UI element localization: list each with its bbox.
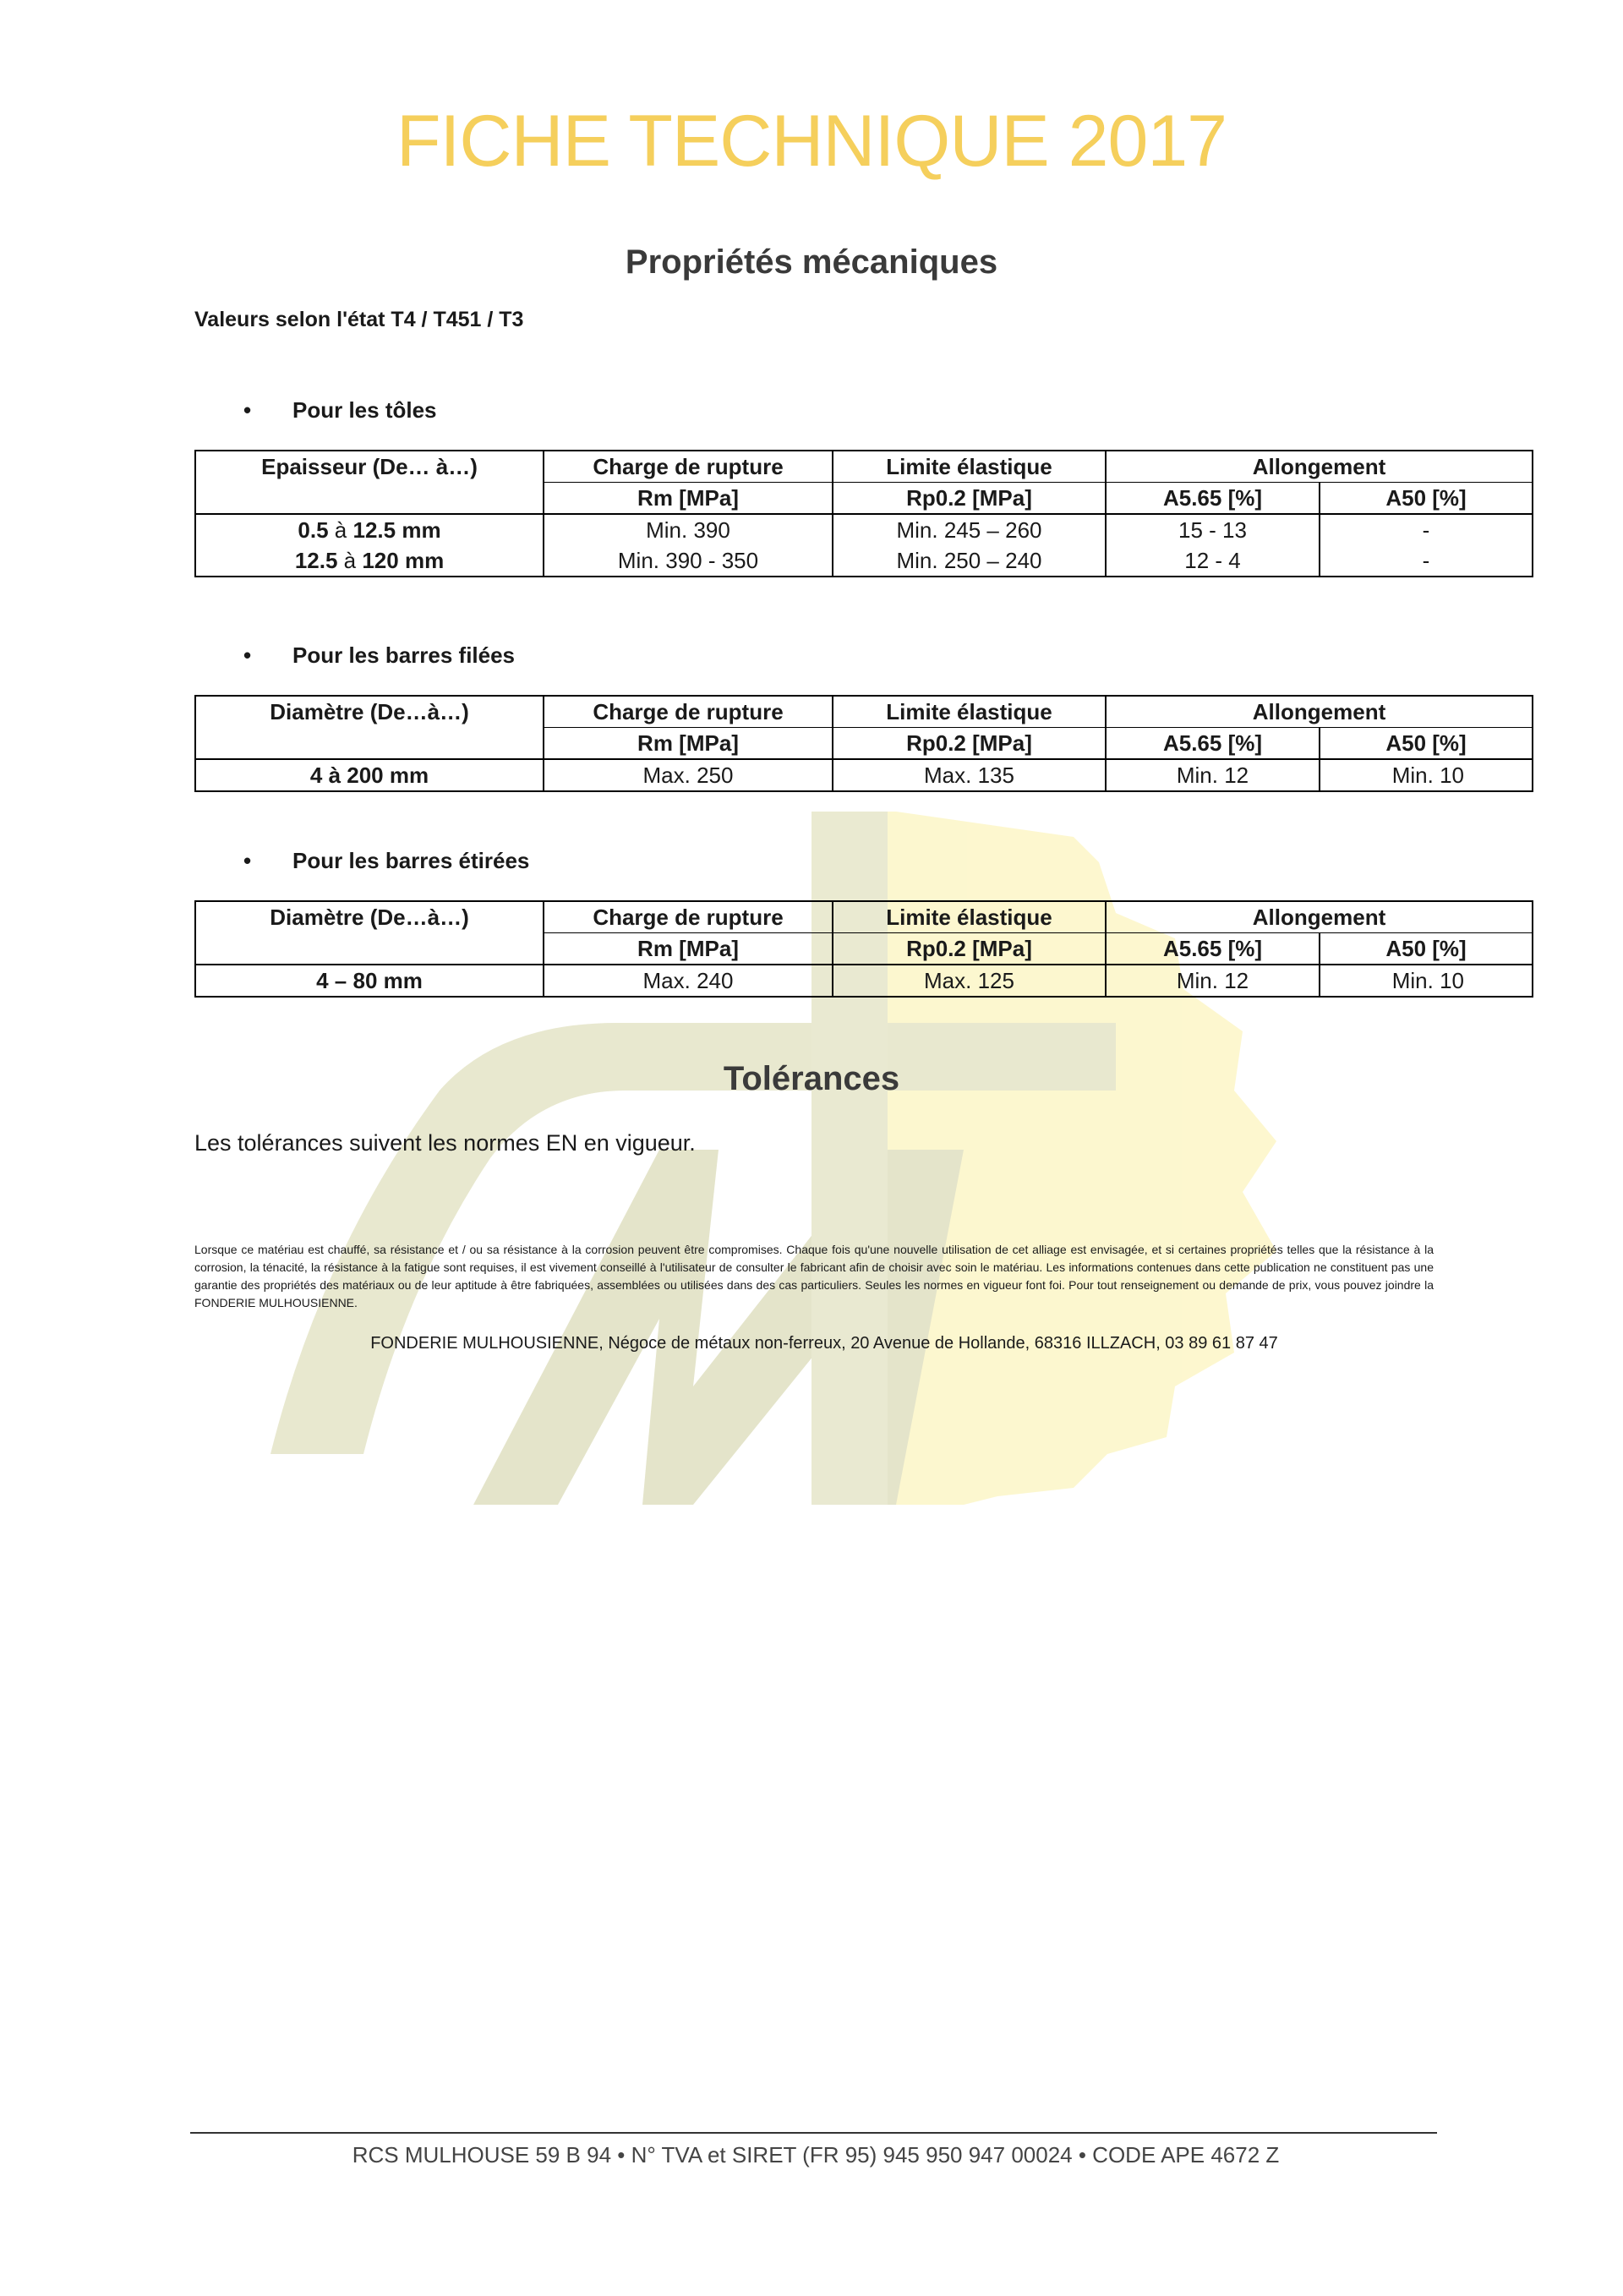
header-rp: Rp0.2 [MPa] <box>833 728 1106 760</box>
cell-a50: Min. 10 <box>1320 965 1533 997</box>
header-a50: A50 [%] <box>1320 933 1533 965</box>
cell-rp: Min. 250 – 240 <box>833 545 1106 577</box>
bullet-label: Pour les barres étirées <box>292 848 530 873</box>
header-a50: A50 [%] <box>1320 728 1533 760</box>
section-title-mechanical: Propriétés mécaniques <box>625 243 998 281</box>
cell-rm: Min. 390 - 350 <box>544 545 833 577</box>
bullet-barres-etirees <box>245 848 529 874</box>
cell-a565: 12 - 4 <box>1106 545 1320 577</box>
cell-rm: Min. 390 <box>544 514 833 545</box>
cell-a50: - <box>1320 545 1533 577</box>
header-limite: Limite élastique <box>833 696 1106 728</box>
header-limite: Limite élastique <box>833 901 1106 933</box>
header-rm: Rm [MPa] <box>544 933 833 965</box>
table-header-row <box>195 901 1533 933</box>
table-row <box>195 514 1533 545</box>
header-limite: Limite élastique <box>833 451 1106 483</box>
cell-dimension: 0.5 à 12.5 mm <box>195 514 544 545</box>
header-rp: Rp0.2 [MPa] <box>833 933 1106 965</box>
cell-a565: Min. 12 <box>1106 759 1320 791</box>
header-charge: Charge de rupture <box>544 696 833 728</box>
disclaimer-text: Lorsque ce matériau est chauffé, sa résistance et / ou sa résistance à la corrosion peuvent être compromises. Chaque fois qu'une nouvelle utilisation de cet alliage est envisagée, et si certaines propriétés telles que la résistance à la corrosion, la ténacité, la résistance à la fatigue sont requises, il est vivement conseillé à l'utilisateur de consulter le fabricant afin de choisir avec soin le matériau. Les informations contenues dans cette publication ne constituent pas une garantie des propriétés des matériaux ou de leur aptitude à être fabriquées, assemblées ou utilisées dans des cas particuliers. Seules les normes en vigueur font foi. Pour tout renseignement ou demande de prix, vous pouvez joindre la FONDERIE MULHOUSIENNE. <box>194 1243 1434 1309</box>
header-charge: Charge de rupture <box>544 451 833 483</box>
cell-rp: Min. 245 – 260 <box>833 514 1106 545</box>
header-dimension: Epaisseur (De… à…) <box>195 451 544 483</box>
table-row <box>195 965 1533 997</box>
table-subheader-row <box>195 483 1533 515</box>
header-empty <box>195 933 544 965</box>
cell-dimension: 4 – 80 mm <box>195 965 544 997</box>
document-title: FICHE TECHNIQUE 2017 <box>396 101 1227 182</box>
table-subheader-row <box>195 933 1533 965</box>
table-header-row <box>195 451 1533 483</box>
header-dimension: Diamètre (De…à…) <box>195 901 544 933</box>
cell-dimension: 4 à 200 mm <box>195 759 544 791</box>
table-row <box>195 759 1533 791</box>
cell-rp: Max. 125 <box>833 965 1106 997</box>
cell-a50: Min. 10 <box>1320 759 1533 791</box>
cell-rm: Max. 250 <box>544 759 833 791</box>
bullet-dot-icon: • <box>243 642 252 668</box>
company-address: FONDERIE MULHOUSIENNE, Négoce de métaux non-ferreux, 20 Avenue de Hollande, 68316 ILLZACH, 03 89 61 87 47 <box>370 1334 1278 1353</box>
header-rm: Rm [MPa] <box>544 483 833 515</box>
table-barres-etirees <box>194 900 1533 998</box>
bullet-toles <box>245 397 437 424</box>
header-allongement: Allongement <box>1106 901 1533 933</box>
footer-divider <box>190 2132 1437 2134</box>
cell-a565: Min. 12 <box>1106 965 1320 997</box>
header-empty <box>195 728 544 760</box>
bullet-dot-icon: • <box>243 848 252 873</box>
cell-rm: Max. 240 <box>544 965 833 997</box>
bullet-barres-filees <box>245 642 515 669</box>
header-a565: A5.65 [%] <box>1106 728 1320 760</box>
header-dimension: Diamètre (De…à…) <box>195 696 544 728</box>
header-charge: Charge de rupture <box>544 901 833 933</box>
intro-text: Valeurs selon l'état T4 / T451 / T3 <box>194 308 524 331</box>
section-title-tolerances: Tolérances <box>723 1060 900 1097</box>
header-empty <box>195 483 544 515</box>
cell-a565: 15 - 13 <box>1106 514 1320 545</box>
table-header-row <box>195 696 1533 728</box>
header-rp: Rp0.2 [MPa] <box>833 483 1106 515</box>
table-toles <box>194 450 1533 577</box>
header-allongement: Allongement <box>1106 696 1533 728</box>
header-allongement: Allongement <box>1106 451 1533 483</box>
header-a565: A5.65 [%] <box>1106 933 1320 965</box>
cell-a50: - <box>1320 514 1533 545</box>
table-subheader-row <box>195 728 1533 760</box>
footer-legal: RCS MULHOUSE 59 B 94 • N° TVA et SIRET (FR 95) 945 950 947 00024 • CODE APE 4672 Z <box>352 2142 1280 2168</box>
table-row <box>195 545 1533 577</box>
header-rm: Rm [MPa] <box>544 728 833 760</box>
bullet-dot-icon: • <box>243 397 252 423</box>
bullet-label: Pour les tôles <box>292 397 437 423</box>
table-barres-filees <box>194 695 1533 792</box>
header-a50: A50 [%] <box>1320 483 1533 515</box>
bullet-label: Pour les barres filées <box>292 642 516 668</box>
cell-rp: Max. 135 <box>833 759 1106 791</box>
cell-dimension: 12.5 à 120 mm <box>195 545 544 577</box>
tolerances-text: Les tolérances suivent les normes EN en vigueur. <box>194 1130 696 1156</box>
header-a565: A5.65 [%] <box>1106 483 1320 515</box>
